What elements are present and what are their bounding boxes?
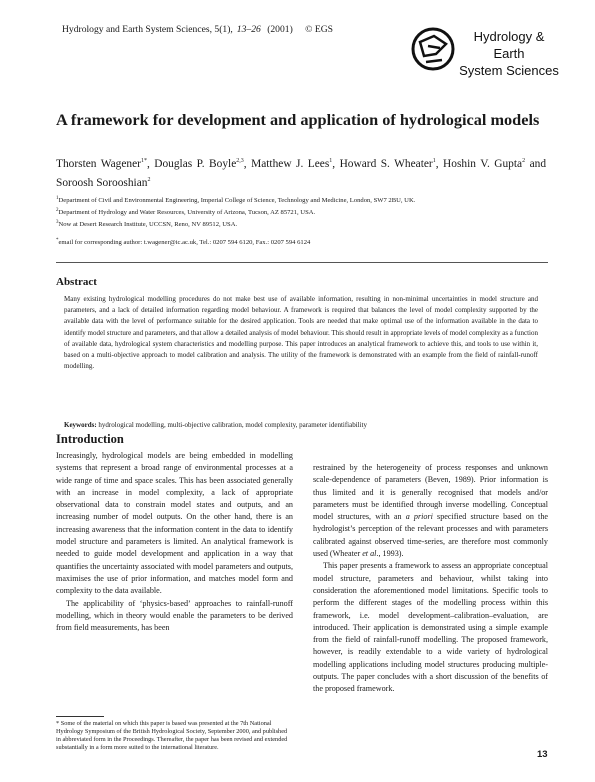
citation-pages: 13–26: [236, 24, 261, 35]
abstract-body: Many existing hydrological modelling procedures do not make best use of available information, resulting in non-minimal uncertainties in model structure and parameters, and a lack of detailed information regarding model behaviour. A framework is required that balances the level of model complexity supported by the available data with the level of performance suitable for the desired application. Tools are needed that make optimal use of the information available in the data to identify model structure and parameters, and that allow a detailed analysis of model behaviour. This should result in appropriate levels of model complexity as a function of available data, hydrological system characteristics and modelling purpose. This paper introduces an analytical framework to achieve this, and tools to use within it, based on a multi-objective approach to model calibration and analysis. The utility of the framework is demonstrated with an example from the field of rainfall-runoff modelling.: [64, 295, 538, 371]
affiliation-text: Department of Civil and Environmental Engineering, Imperial College of Science, Technology and Medicine, London, SW7 2BU, UK.: [58, 197, 416, 205]
author-affil-mark: 1: [329, 158, 333, 164]
author-affil-mark: 2: [147, 176, 151, 183]
citation-copyright: © EGS: [305, 24, 333, 35]
journal-citation: [62, 24, 337, 35]
paragraph-italic: a priori: [405, 512, 433, 522]
author-name: Thorsten Wagener: [56, 157, 141, 170]
section-divider: [56, 262, 548, 263]
abstract-heading: Abstract: [56, 276, 97, 288]
author-name: Howard S. Wheater: [339, 157, 433, 170]
logo-line-1: Hydrology & Earth: [473, 29, 545, 61]
introduction-heading: Introduction: [56, 432, 124, 446]
page-number: 13: [537, 749, 548, 760]
affiliation-mark: 1: [56, 196, 59, 201]
author-separator: ,: [243, 157, 252, 170]
author-separator: ,: [435, 157, 444, 170]
author-affil-mark: 2,3: [236, 158, 244, 164]
logo-line-2: System Sciences: [459, 63, 559, 78]
keywords-label: Keywords:: [64, 421, 97, 429]
intro-paragraph: This paper presents a framework to assess an appropriate conceptual model structure, parameters and behaviour, whilst taking into consideration the aforementioned model limitations. Specific tools to perform the different stages of the modelling process within this framework, i.e. model development–calibration–evaluation, are introduced. Their application is demonstrated using a simple example from the field of rainfall-runoff modelling. The proposed framework, however, is readily extendable to a wide variety of hydrological modelling applications including model structures producing multiple-outputs. The paper concludes with a short discussion of the benefits of the proposed framework.: [313, 561, 548, 694]
egs-logo-icon: [410, 24, 456, 74]
author-separator: ,: [146, 157, 155, 170]
intro-paragraph: [313, 462, 548, 560]
footnote-rule: [56, 716, 104, 717]
left-column: [56, 450, 293, 634]
author-name: Matthew J. Lees: [251, 157, 330, 170]
journal-logo: [410, 22, 560, 78]
keywords-text: hydrological modelling, multi-objective calibration, model complexity, parameter identifiability: [96, 421, 368, 429]
affiliation-text: Department of Hydrology and Water Resources, University of Arizona, Tucson, AZ 85721, USA.: [58, 209, 316, 217]
email-text: email for corresponding author: t.wagener@ic.ac.uk, Tel.: 0207 594 6120, Fax.: 0207 594 6124: [58, 239, 311, 247]
affiliation: [56, 196, 415, 204]
affiliation-mark: 3: [56, 220, 59, 225]
author-name: Soroosh Sorooshian: [56, 176, 148, 189]
author-separator: ,: [332, 157, 340, 170]
affiliation: [56, 208, 315, 216]
affiliation-mark: 2: [56, 208, 59, 213]
citation-journal: Hydrology and Earth System Sciences, 5(1),: [62, 24, 233, 35]
affiliation-text: Now at Desert Research Institute, UCCSN, Reno, NV 89512, USA.: [58, 221, 238, 229]
author-separator: and: [525, 157, 547, 170]
intro-paragraph: Increasingly, hydrological models are being embedded in modelling systems that represent a broad range of environmental processes at a wide range of time and space scales. This has been associated generally with an increase in model complexity, a lack of appropriate observational data to constrain model states and outputs, and an increasing number of model outputs. On the other hand, there is an increasing awareness that the information content in the data to identify model structure and parameters is limited. An analytical framework is needed to guide model development and application in a way that quantifies the uncertainty associated with model parameters and outputs, maximises the use of prior information, and matches model form and complexity to the data available.: [56, 451, 293, 596]
author-list: [56, 153, 546, 191]
corresponding-email: [56, 238, 310, 246]
author-affil-mark: 1*: [140, 158, 147, 164]
citation-year: (2001): [267, 24, 293, 35]
footnote: * Some of the material on which this paper is based was presented at the 7th National Hydrology Symposium of the British Hydrological Society, September 2000, and published in abbreviated form in the Proceedings. Thereafter, the paper has been revised and extended substantially in a form more suited to the international literature.: [56, 720, 288, 752]
author-affil-mark: 1: [432, 158, 436, 164]
affiliation: [56, 220, 237, 228]
author-name: Hoshin V. Gupta: [443, 157, 523, 170]
logo-text: [458, 28, 560, 79]
paper-title: A framework for development and application of hydrological models: [56, 110, 540, 129]
intro-paragraph: The applicability of ‘physics-based’ approaches to rainfall-runoff modelling, which in theory would enable the parameters to be derived from field measurements, has been: [56, 598, 293, 633]
right-column: [313, 462, 548, 696]
paragraph-text: ., 1993).: [376, 549, 404, 559]
paragraph-text: restrained by the heterogeneity of process responses and unknown scale-dependence of parameters (Beven, 1989). Prior information is thus limited and it is generally recognised that models and/or parameters must be identified through inverse modelling. Conceptual model structures, with an: [313, 463, 548, 522]
paragraph-italic: et al: [362, 549, 377, 559]
keywords: [64, 421, 367, 429]
author-affil-mark: 2: [522, 158, 526, 164]
email-mark: *: [56, 238, 59, 243]
author-name: Douglas P. Boyle: [154, 157, 237, 170]
paragraph-text: specified structure based on the hydrologist’s perception of the relevant processes and with parameters calibrated against observed time-series, are therefore most commonly used (Wheater: [313, 512, 548, 559]
